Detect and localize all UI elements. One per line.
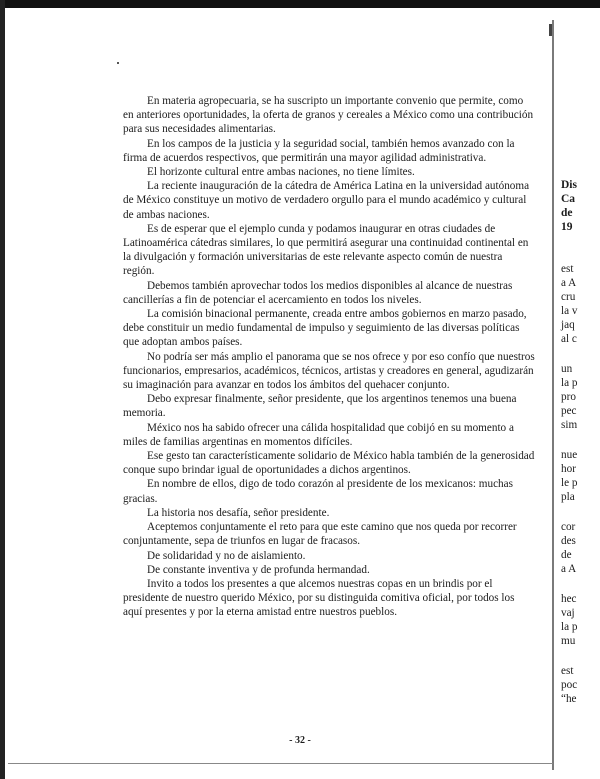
speech-body	[123, 94, 535, 620]
next-page-line: est	[561, 263, 574, 275]
next-page-line: la p	[561, 621, 578, 633]
next-page-line: pec	[561, 405, 577, 417]
next-page-line: pla	[561, 491, 575, 503]
paragraph: De constante inventiva y de profunda hermandad.	[147, 563, 370, 576]
paragraph: En nombre de ellos, digo de todo corazón al presidente de los mexicanos: muchas gracias.	[123, 478, 513, 505]
next-page-line: est	[561, 665, 574, 677]
next-page-line: sim	[561, 419, 578, 431]
next-page-line: cor	[561, 521, 576, 533]
paragraph: Es de esperar que el ejemplo cunda y podamos inaugurar en otras ciudades de Latinoamérica cátedras similares, lo que permitirá asegurar una continuidad continental en la divulgación y formación universitarias de este relevante aspecto común de nuestra región.	[123, 222, 529, 278]
scan-edge-top	[0, 0, 600, 8]
next-page-line: jaq	[561, 319, 575, 331]
next-page-line: vaj	[561, 607, 575, 619]
next-page-line: “he	[561, 693, 577, 705]
paragraph: El horizonte cultural entre ambas naciones, no tiene límites.	[147, 166, 415, 179]
paragraph: México nos ha sabido ofrecer una cálida hospitalidad que cobijó en su momento a miles de familias argentinas en momentos difíciles.	[123, 421, 514, 448]
next-page-line: la p	[561, 377, 578, 389]
paragraph: La historia nos desafía, señor presidente.	[147, 506, 330, 519]
paragraph: Debo expresar finalmente, señor presidente, que los argentinos tenemos una buena memoria.	[123, 393, 517, 420]
paragraph: En materia agropecuaria, se ha suscripto un importante convenio que permite, como en anteriores oportunidades, la oferta de granos y cereales a México como una contribución para sus necesidades alimentarias.	[123, 95, 534, 136]
next-page-line: cru	[561, 291, 576, 303]
paragraph: La reciente inauguración de la cátedra de América Latina en la universidad autónoma de México constituye un motivo de verdadero orgullo para el mundo académico y cultural de ambas naciones.	[123, 180, 530, 221]
bottom-rule	[8, 763, 553, 764]
next-page-line: le p	[561, 477, 578, 489]
paragraph: Invito a todos los presentes a que alcemos nuestras copas en un brindis por el presidente de nuestro querido México, por su distinguida comitiva oficial, por todos los aquí presentes y por la eterna amistad entre nuestros pueblos.	[123, 577, 515, 619]
next-page-line: al c	[561, 333, 577, 345]
next-page-line: de	[561, 549, 572, 561]
paragraph: Aceptemos conjuntamente el reto para que este camino que nos queda por recorrer conjuntamente, sepa de triunfos en lugar de fracasos.	[123, 521, 517, 548]
next-page-line: mu	[561, 635, 576, 647]
next-page-line: un	[561, 363, 573, 375]
next-page-line: la v	[561, 305, 578, 317]
next-page-line: a A	[561, 563, 577, 575]
scan-speck	[117, 62, 119, 64]
paragraph: De solidaridad y no de aislamiento.	[147, 549, 306, 562]
paragraph: La comisión binacional permanente, creada entre ambos gobiernos en marzo pasado, debe constituir un medio fundamental de impulso y seguimiento de las diversas políticas que adoptan ambos países.	[123, 308, 527, 349]
paragraph: Ese gesto tan característicamente solidario de México habla también de la generosidad conque supo brindar igual de oportunidades a dichos argentinos.	[123, 450, 535, 477]
next-page-line: hec	[561, 593, 577, 605]
next-page-line: poc	[561, 679, 578, 691]
scan-edge-left	[0, 0, 5, 779]
paragraph: No podría ser más amplio el panorama que se nos ofrece y por eso confío que nuestros funcionarios, empresarios, académicos, técnicos, artistas y creadores en general, agudizarán su imaginación para avanzar en todos los ámbitos del quehacer conjunto.	[123, 350, 535, 392]
next-page-heading-line: de	[561, 207, 573, 219]
next-page-line: des	[561, 535, 576, 547]
next-page-line: nue	[561, 449, 578, 461]
next-page-heading-line: Dis	[561, 179, 577, 191]
next-page-line: a A	[561, 277, 577, 289]
next-page-line: hor	[561, 463, 576, 475]
next-page-heading-line: Ca	[561, 193, 576, 205]
next-page-heading-line: 19	[561, 221, 573, 233]
next-page-line: pro	[561, 391, 576, 403]
next-page-fragment	[555, 0, 600, 779]
page-gutter	[552, 20, 554, 770]
paragraph: En los campos de la justicia y la seguridad social, también hemos avanzado con la firma de acuerdos respectivos, que permitirán una mayor agilidad administrativa.	[123, 137, 515, 164]
paragraph: Debemos también aprovechar todos los medios disponibles al alcance de nuestras cancillerías a fin de potenciar el acercamiento en todos los niveles.	[123, 279, 513, 306]
page-number: - 32 -	[289, 735, 311, 746]
